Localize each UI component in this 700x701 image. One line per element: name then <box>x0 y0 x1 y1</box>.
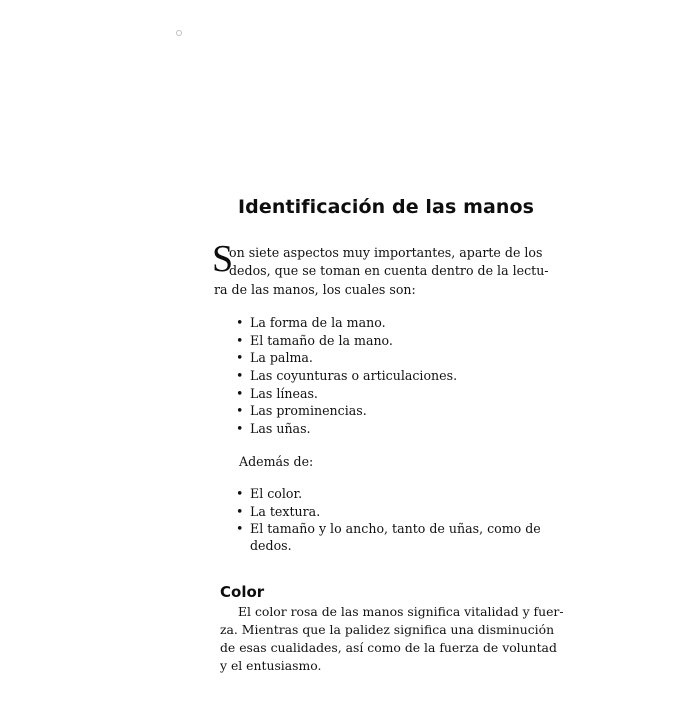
list-item <box>236 420 457 438</box>
bullet: • <box>236 521 244 537</box>
intro-line-2: dedos, que se toman en cuenta dentro de la lectu- <box>229 263 549 278</box>
section-line-1: El color rosa de las manos significa vitalidad y fuer- <box>238 604 564 619</box>
additional-aspects-list <box>236 485 541 538</box>
intro-line-3: ra de las manos, los cuales son: <box>214 282 416 297</box>
section-heading: Color <box>220 583 265 601</box>
list-item <box>236 520 541 538</box>
list-item-text: Las prominencias. <box>250 403 367 419</box>
list-item <box>236 314 457 332</box>
aspects-list <box>236 314 457 438</box>
list-item-text: La textura. <box>250 503 321 519</box>
list-item <box>236 349 457 367</box>
ademas-label: Además de: <box>239 454 314 469</box>
bullet: • <box>236 421 244 437</box>
list-item-text: El tamaño y lo ancho, tanto de uñas, como de <box>250 521 541 537</box>
list-item-text: Las coyunturas o articulaciones. <box>250 368 458 384</box>
intro-line-1: on siete aspectos muy importantes, aparte de los <box>229 245 543 260</box>
list-item <box>236 402 457 420</box>
list-item <box>236 503 541 521</box>
section-line-2: za. Mientras que la palidez significa una disminución <box>220 622 555 637</box>
page-title: Identificación de las manos <box>238 196 535 218</box>
bullet: • <box>236 403 244 419</box>
bullet: • <box>236 385 244 401</box>
bullet: • <box>236 486 244 501</box>
list-item <box>236 332 457 350</box>
list-item-text: El color. <box>250 486 303 501</box>
list-item-text: La forma de la mano. <box>250 315 386 330</box>
bullet: • <box>236 332 244 348</box>
section-line-3: de esas cualidades, así como de la fuerza de voluntad <box>220 640 557 655</box>
section-line-4: y el entusiasmo. <box>220 658 322 673</box>
list-item-text: El tamaño de la mano. <box>250 332 393 348</box>
list-item <box>236 385 457 403</box>
list-item-text: Las uñas. <box>250 421 311 437</box>
list-item-text: Las líneas. <box>250 385 318 401</box>
paper-speck <box>176 30 182 36</box>
bullet: • <box>236 350 244 366</box>
bullet: • <box>236 503 244 519</box>
drop-cap: S <box>212 238 234 280</box>
list-item-continuation: dedos. <box>250 538 292 553</box>
list-item <box>236 485 541 503</box>
bullet: • <box>236 315 244 330</box>
list-item <box>236 367 457 385</box>
bullet: • <box>236 368 244 384</box>
list-item-text: La palma. <box>250 350 313 366</box>
